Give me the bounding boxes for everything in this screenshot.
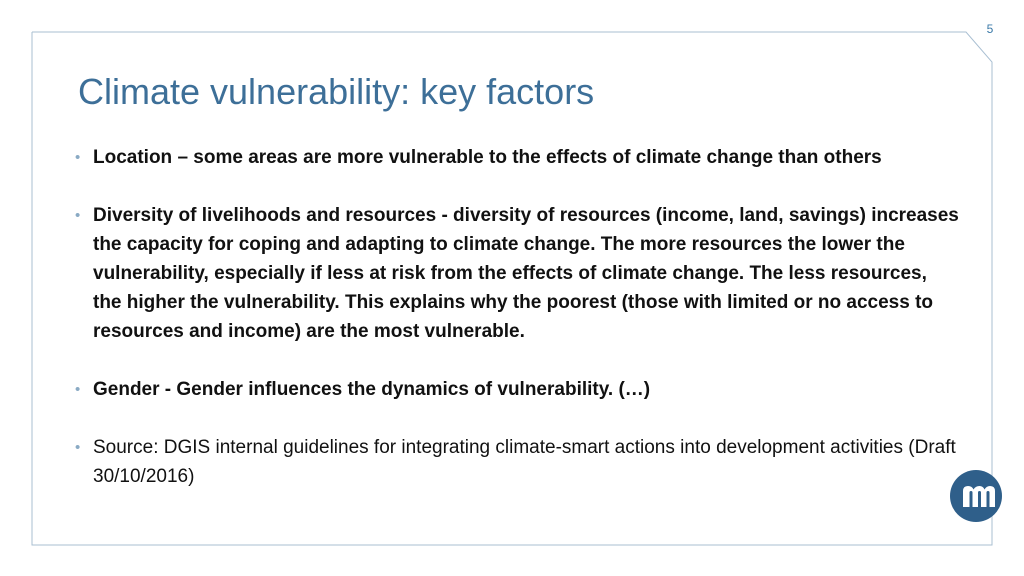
bullet-list (70, 143, 960, 491)
slide-title: Climate vulnerability: key factors (78, 71, 595, 112)
m-logo-icon (950, 470, 1002, 522)
bullet-dot-icon: • (75, 207, 81, 224)
bullet-source (70, 433, 960, 491)
bullet-dot-icon: • (75, 439, 81, 456)
bullet-text: Source: DGIS internal guidelines for integrating climate-smart actions into development activities (Draft 30/10/2016) (93, 437, 956, 487)
bullet-text: Diversity of livelihoods and resources - diversity of resources (income, land, savings) increases the capacity for coping and adapting to climate change. The more resources the lower the vulnerability, especially if less at risk from the effects of climate change. The less resources, the higher the vulnerability. This explains why the poorest (those with limited or no access to resources and income) are the most vulnerable. (93, 205, 959, 342)
bullet-dot-icon: • (75, 381, 81, 398)
bullet-text: Gender - Gender influences the dynamics of vulnerability. (…) (93, 379, 651, 400)
page-number: 5 (986, 22, 994, 36)
bullet-dot-icon: • (75, 149, 81, 166)
bullet-location (70, 143, 960, 172)
bullet-gender (70, 375, 960, 404)
bullet-text: Location – some areas are more vulnerable to the effects of climate change than others (93, 147, 882, 168)
bullet-diversity (70, 201, 960, 346)
